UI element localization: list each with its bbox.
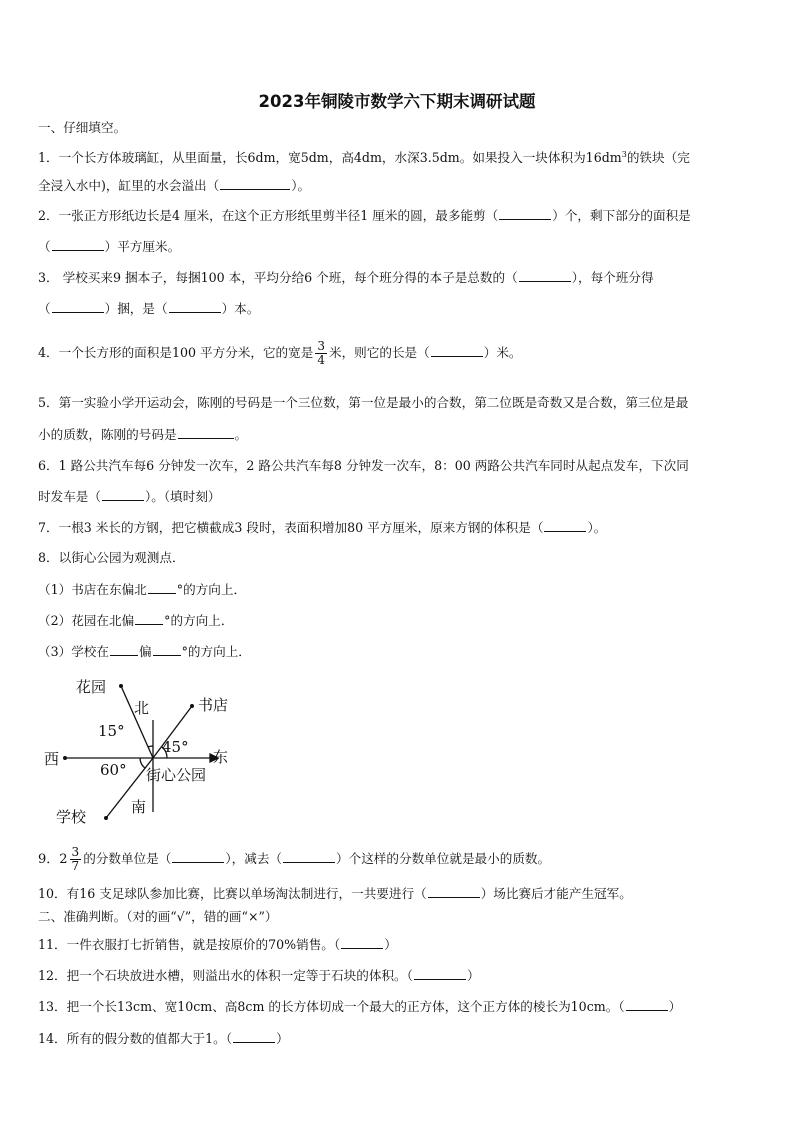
q1-superscript: 3	[621, 150, 627, 159]
q7-text-b: ）。	[587, 520, 607, 535]
q6-text-b: 时发车是（	[38, 489, 101, 504]
question-8-sub-3	[38, 642, 251, 661]
q3-text-b: ），每个班分得	[571, 270, 654, 285]
q11-text-b: ）	[384, 937, 397, 952]
answer-blank[interactable]	[544, 518, 586, 532]
fraction-denominator: 4	[317, 353, 325, 367]
q1-text-d: ）。	[291, 178, 311, 193]
answer-blank[interactable]	[153, 642, 181, 656]
angle-15-label: 15°	[98, 722, 125, 740]
question-10-line	[38, 884, 632, 903]
east-label: 东	[213, 748, 229, 766]
q4-text-b: 米，则它的长是（	[328, 345, 430, 360]
q2-text-c: （	[38, 239, 51, 254]
fraction-numerator: 3	[71, 845, 80, 859]
question-2-line-1	[38, 206, 691, 225]
q4-text-c: ）米。	[483, 345, 522, 360]
west-endpoint-dot	[63, 756, 67, 760]
question-1-line-1	[38, 146, 690, 167]
fraction-denominator: 7	[71, 859, 80, 873]
bookstore-label: 书店	[198, 696, 229, 714]
angle-45-label: 45°	[162, 738, 189, 756]
q2-text-d: ）平方厘米。	[104, 239, 181, 254]
q9-text-a: 9．2	[38, 852, 68, 867]
south-label: 南	[131, 798, 147, 816]
question-8-sub-2	[38, 611, 233, 630]
answer-blank[interactable]	[178, 425, 234, 439]
q14-text-a: 14．所有的假分数的值都大于1。（	[38, 1031, 233, 1046]
q9-text-d: ）个这样的分数单位就是最小的质数。	[336, 851, 551, 866]
angle-arc-60	[140, 758, 145, 768]
q13-text-b: ）	[668, 999, 682, 1014]
question-8-sub-1	[38, 580, 246, 599]
section-heading-judge: 二、准确判断。（对的画“√”，错的画“×”）	[38, 909, 278, 924]
question-5-line-1: 5．第一实验小学开运动会，陈刚的号码是一个三位数，第一位是最小的合数，第二位既是奇数又是合数，第三位是最	[38, 395, 689, 410]
q2-text-b: ）个，剩下部分的面积是	[552, 208, 691, 223]
q8-s2-text-b: °的方向上．	[164, 613, 234, 628]
q5-text-c: 。	[234, 427, 248, 442]
answer-blank[interactable]	[52, 299, 104, 313]
question-8-line: 8．以街心公园为观测点．	[38, 550, 185, 565]
question-7-line	[38, 518, 606, 537]
q2-text-a: 2．一张正方形纸边长是4 厘米，在这个正方形纸里剪半径1 厘米的圆，最多能剪（	[38, 208, 499, 223]
q8-s2-text-a: （2）花园在北偏	[38, 613, 135, 628]
q11-text-a: 11．一件衣服打七折销售，就是按原价的70%销售。（	[38, 937, 341, 952]
north-label: 北	[134, 699, 150, 717]
question-9-line	[38, 846, 550, 873]
q8-s1-text-b: °的方向上．	[176, 582, 247, 597]
answer-blank[interactable]	[414, 966, 466, 980]
question-11-line	[38, 935, 397, 954]
question-6-line-1: 6．1 路公共汽车每6 分钟发一次车，2 路公共汽车每8 分钟发一次车，8：00 两路公共汽车同时从起点发车，下次同	[38, 458, 689, 473]
fraction-3-4	[315, 340, 327, 367]
garden-point-dot	[119, 684, 123, 688]
compass-diagram	[36, 672, 256, 832]
answer-blank[interactable]	[220, 176, 290, 190]
page-title: 2023年铜陵市数学六下期末调研试题	[258, 92, 536, 111]
q10-text-b: ）场比赛后才能产生冠军。	[480, 886, 632, 901]
angle-60-label: 60°	[100, 761, 127, 779]
answer-blank[interactable]	[283, 849, 335, 863]
q3-text-a: 3． 学校买来9 捆本子，每捆100 本，平均分给6 个班，每个班分得的本子是总数的（	[38, 270, 518, 285]
q3-text-d: ）捆，是（	[104, 301, 168, 316]
question-3-line-2	[38, 299, 259, 318]
q13-text-a: 13．把一个长13cm、宽10cm、高8cm 的长方体切成一个最大的正方体，这个正方体的棱长为10cm。（	[38, 999, 625, 1014]
west-label: 西	[44, 750, 60, 768]
q14-text-b: ）	[276, 1031, 289, 1046]
q12-text-b: ）	[466, 968, 480, 983]
school-point-dot	[104, 816, 108, 820]
q3-text-c: （	[38, 301, 51, 316]
q12-text-a: 12．把一个石块放进水槽，则溢出水的体积一定等于石块的体积。（	[38, 968, 413, 983]
q5-text-b: 小的质数，陈刚的号码是	[38, 427, 177, 442]
question-4-line	[38, 340, 522, 367]
answer-blank[interactable]	[428, 884, 480, 898]
question-2-line-2	[38, 237, 180, 256]
q8-s3-text-b: 偏	[138, 644, 152, 659]
garden-label: 花园	[76, 678, 107, 696]
fraction-numerator: 3	[317, 339, 325, 353]
question-5-line-2	[38, 425, 247, 444]
answer-blank[interactable]	[52, 237, 104, 251]
section-heading-fill: 一、仔细填空。	[38, 120, 127, 135]
question-12-line	[38, 966, 480, 985]
q8-s3-text-c: °的方向上．	[181, 644, 251, 659]
answer-blank[interactable]	[102, 487, 144, 501]
question-6-line-2	[38, 487, 221, 506]
q9-text-b: 的分数单位是（	[83, 851, 172, 866]
school-label: 学校	[56, 808, 87, 826]
q6-text-c: ）。（填时刻）	[144, 489, 221, 504]
answer-blank[interactable]	[233, 1029, 275, 1043]
answer-blank[interactable]	[110, 642, 138, 656]
question-13-line	[38, 997, 681, 1016]
question-1-line-2	[38, 176, 310, 195]
question-3-line-1	[38, 268, 654, 287]
q8-s1-text-a: （1）书店在东偏北	[38, 582, 147, 597]
answer-blank[interactable]	[148, 580, 176, 594]
q4-text-a: 4．一个长方形的面积是100 平方分米，它的宽是	[38, 345, 314, 360]
q1-text-b: 的铁块（完	[626, 150, 690, 166]
answer-blank[interactable]	[499, 206, 551, 220]
q1-text-a: 1．一个长方体玻璃缸，从里面量，长6dm，宽5dm，高4dm，水深3.5dm。如果投入一块体积为16dm	[38, 150, 622, 166]
question-14-line	[38, 1029, 289, 1048]
q7-text-a: 7．一根3 米长的方钢，把它横截成3 段时，表面积增加80 平方厘米，原来方钢的体积是（	[38, 520, 544, 535]
answer-blank[interactable]	[519, 268, 571, 282]
answer-blank[interactable]	[626, 997, 668, 1011]
q1-text-c: 全浸入水中)，缸里的水会溢出（	[38, 178, 220, 193]
q10-text-a: 10．有16 支足球队参加比赛，比赛以单场淘汰制进行，一共要进行（	[38, 886, 427, 901]
answer-blank[interactable]	[431, 343, 483, 357]
fraction-3-7	[70, 846, 82, 873]
answer-blank[interactable]	[172, 849, 224, 863]
answer-blank[interactable]	[135, 611, 163, 625]
angle-arc-15	[148, 746, 153, 747]
q3-text-e: ）本。	[221, 301, 260, 316]
bookstore-point-dot	[190, 704, 194, 708]
q8-s3-text-a: （3）学校在	[38, 644, 109, 659]
park-label: 街心公园	[146, 766, 207, 784]
answer-blank[interactable]	[341, 935, 383, 949]
q9-text-c: ），减去（	[225, 851, 283, 866]
answer-blank[interactable]	[169, 299, 221, 313]
